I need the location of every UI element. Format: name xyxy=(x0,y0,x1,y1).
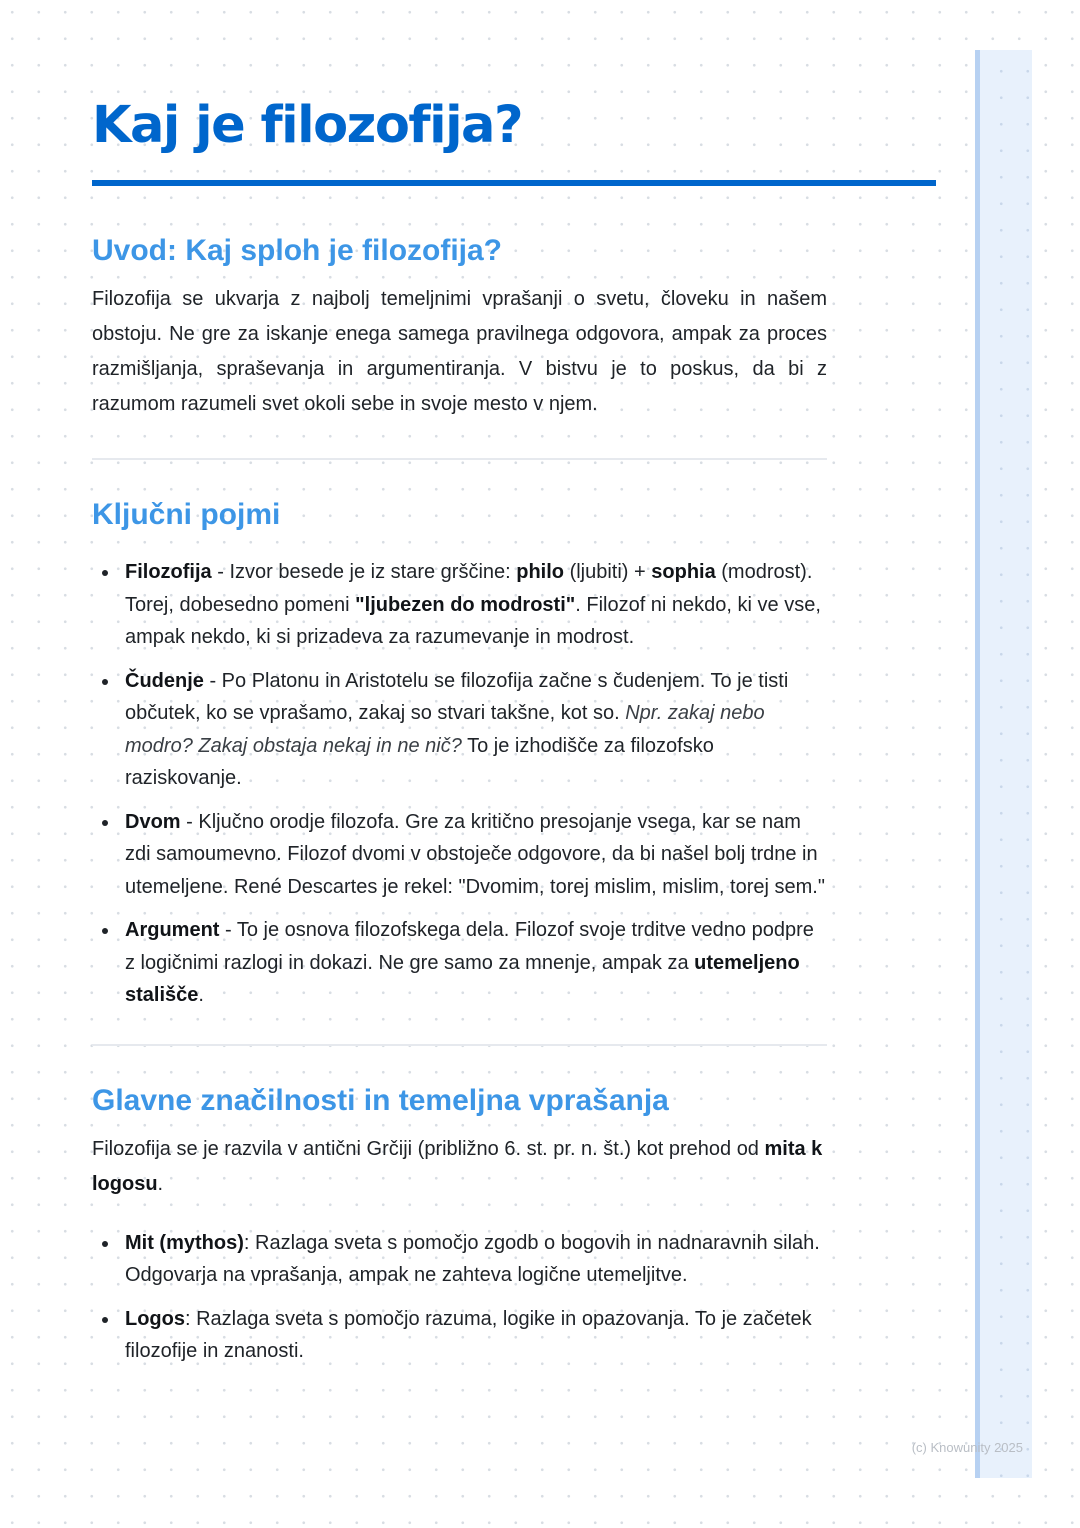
section-heading-intro: Uvod: Kaj sploh je filozofija? xyxy=(92,234,503,267)
term-name: Čudenje xyxy=(125,669,204,692)
list-item: Čudenje - Po Platonu in Aristotelu se filozofija začne s čudenjem. To je tisti občutek, ko se vprašamo, zakaj so stvari takšne, kot so. Npr. zakaj nebo modro? Zakaj obstaja nekaj in ne nič? To je izhodišče za filozofsko raziskovanje. xyxy=(92,665,827,795)
term-name: Logos xyxy=(125,1307,185,1330)
side-margin-strip xyxy=(975,50,1032,1478)
term-name: Dvom xyxy=(125,810,181,833)
bullet-icon xyxy=(102,820,108,826)
main-features-paragraph: Filozofija se je razvila v antični Grčiji (približno 6. st. pr. n. št.) kot prehod od mita k logosu. xyxy=(92,1137,823,1195)
section-divider xyxy=(92,1044,827,1046)
list-item: Dvom - Ključno orodje filozofa. Gre za kritično presojanje vsega, kar se nam zdi samoumevno. Filozof dvomi v obstoječe odgovore, da bi našel bolj trdne in utemeljene. René Descartes je rekel: "Dvomim, torej mislim, mislim, torej sem." xyxy=(92,806,827,904)
section-heading-key-terms: Ključni pojmi xyxy=(92,498,281,531)
page-title: Kaj je filozofija? xyxy=(92,96,523,155)
term-name: Mit (mythos) xyxy=(125,1231,244,1254)
bullet-icon xyxy=(102,570,108,576)
section-heading-main-features: Glavne značilnosti in temeljna vprašanja xyxy=(92,1083,669,1117)
document-page xyxy=(92,92,936,1379)
bullet-icon xyxy=(102,1317,108,1323)
title-underline xyxy=(92,180,936,186)
mythos-logos-list xyxy=(92,1227,827,1368)
key-terms-list xyxy=(92,556,827,1012)
section-divider xyxy=(92,458,827,460)
bullet-icon xyxy=(102,1241,108,1247)
intro-paragraph: Filozofija se ukvarja z najbolj temeljnimi vprašanji o svetu, človeku in našem obstoju. Ne gre za iskanje enega samega pravilnega odgovora, ampak za proces razmišljanja, spraševanja in argumentiranja. V bistvu je to poskus, da bi z razumom razumeli svet okoli sebe in svoje mesto v njem. xyxy=(92,288,827,415)
list-item: Filozofija - Izvor besede je iz stare grščine: philo (ljubiti) + sophia (modrost). Torej, dobesedno pomeni "ljubezen do modrosti". Filozof ni nekdo, ki ve vse, ampak nekdo, ki si prizadeva za razumevanje in modrost. xyxy=(92,556,827,654)
list-item: Logos: Razlaga sveta s pomočjo razuma, logike in opazovanja. To je začetek filozofije in znanosti. xyxy=(92,1303,827,1368)
bullet-icon xyxy=(102,679,108,685)
copyright-notice: (c) Knowunity 2025 xyxy=(911,1440,1023,1455)
bullet-icon xyxy=(102,928,108,934)
list-item: Argument - To je osnova filozofskega dela. Filozof svoje trditve vedno podpre z logičnimi razlogi in dokazi. Ne gre samo za mnenje, ampak za utemeljeno stališče. xyxy=(92,914,827,1012)
document-content xyxy=(92,231,827,1368)
term-name: Filozofija xyxy=(125,561,212,583)
term-name: Argument xyxy=(125,919,220,941)
list-item: Mit (mythos): Razlaga sveta s pomočjo zgodb o bogovih in nadnaravnih silah. Odgovarja na vprašanja, ampak ne zahteva logične utemeljitve. xyxy=(92,1227,827,1292)
